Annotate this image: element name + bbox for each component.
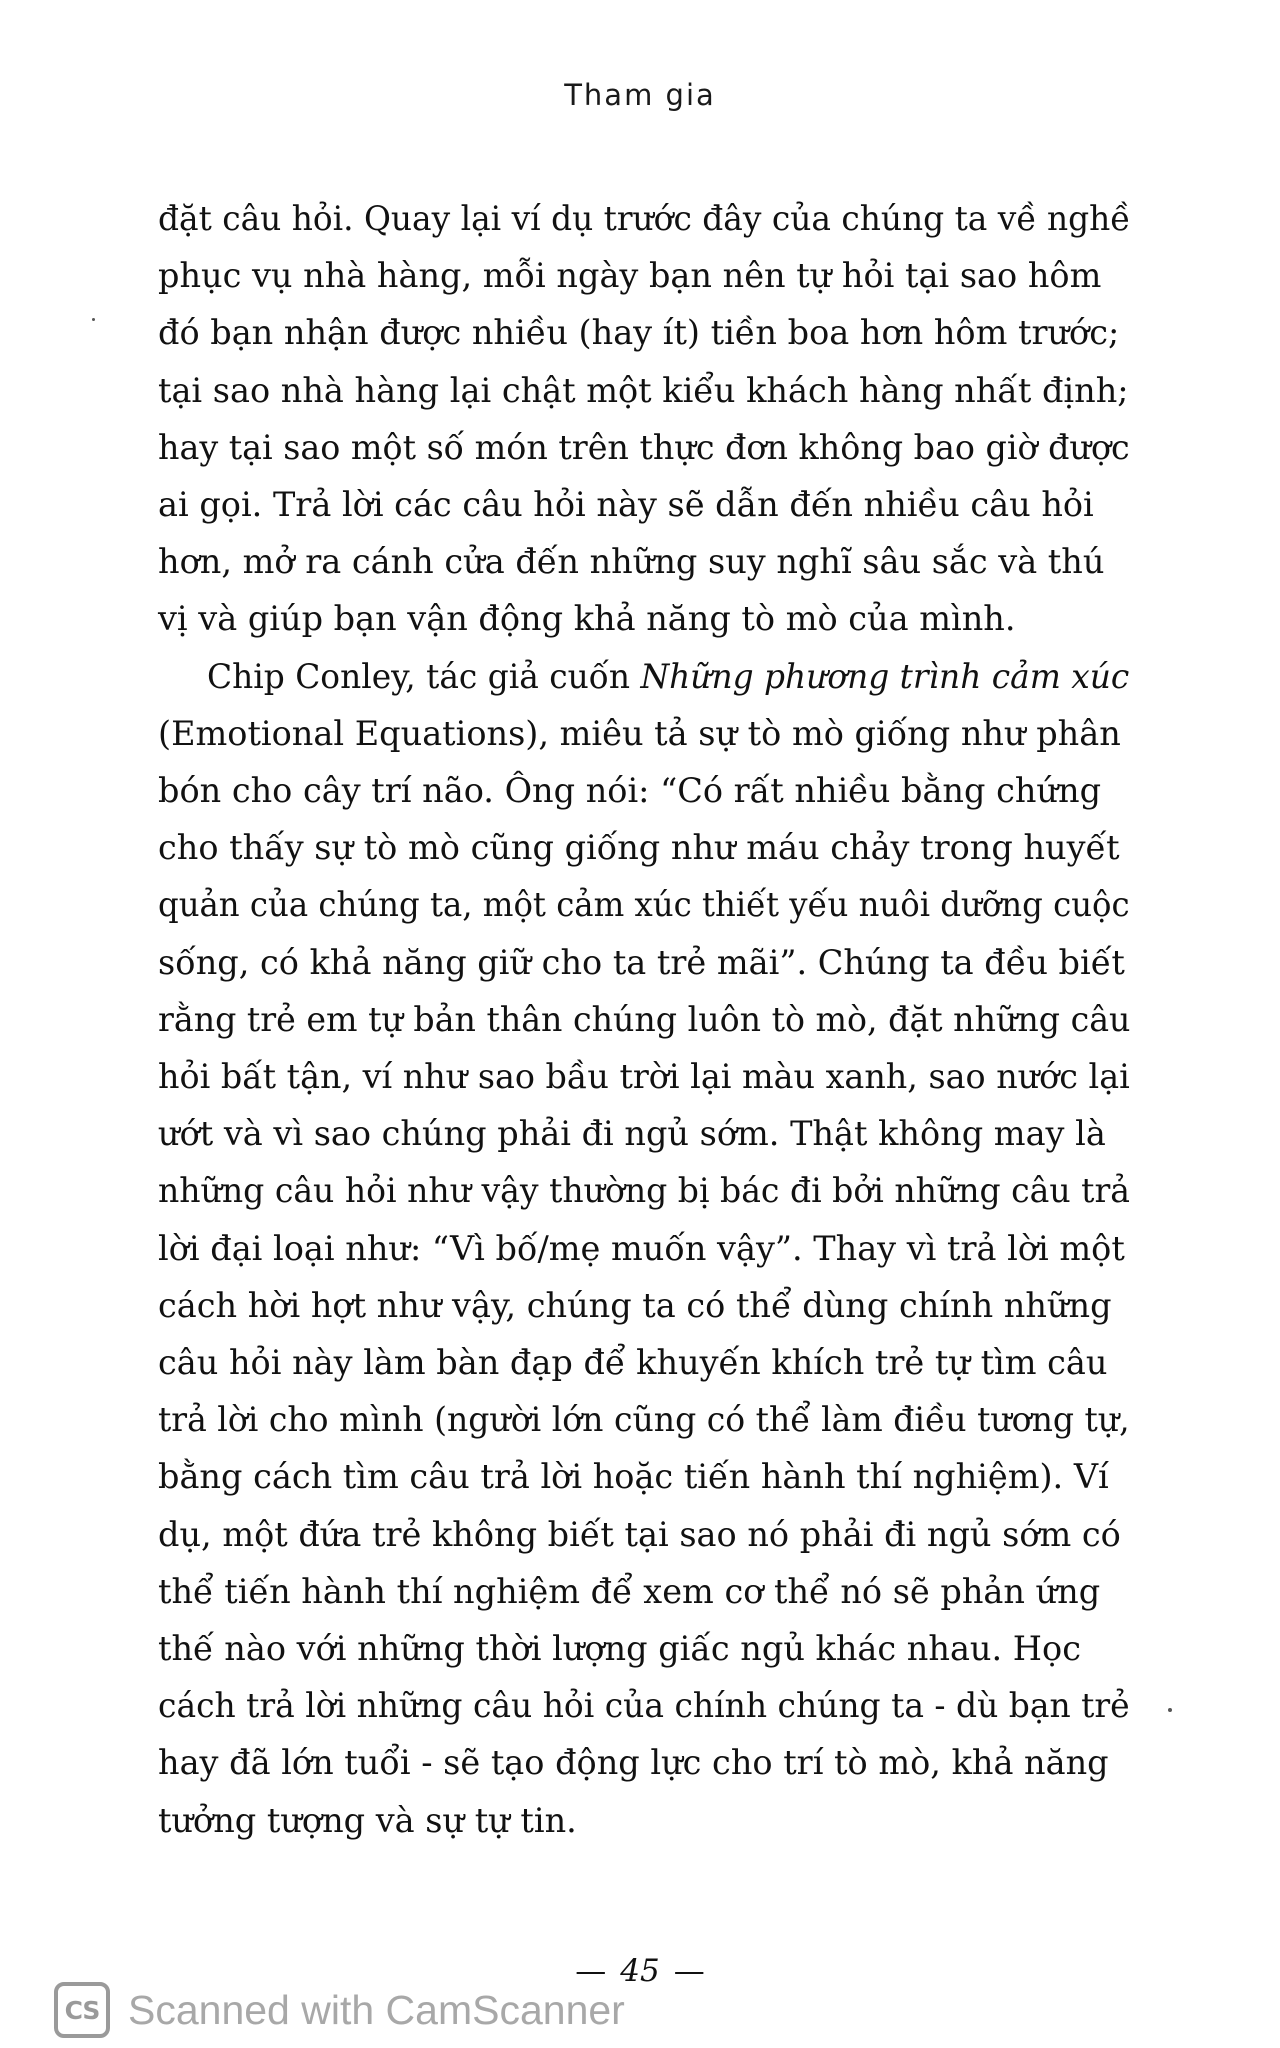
text-line: (Emotional Equations), miêu tả sự tò mò giống như phân <box>158 713 1121 753</box>
text-line: trả lời cho mình (người lớn cũng có thể làm điều tương tự, <box>158 1400 1130 1440</box>
body-text <box>158 190 1130 1849</box>
text-line: thế nào với những thời lượng giấc ngủ khác nhau. Học <box>158 1629 1081 1669</box>
text-line: ướt và vì sao chúng phải đi ngủ sớm. Thật không may là <box>158 1114 1106 1154</box>
text-line: bằng cách tìm câu trả lời hoặc tiến hành thí nghiệm). Ví <box>158 1457 1109 1497</box>
text-line: tưởng tượng và sự tự tin. <box>158 1800 577 1840</box>
text-line: hỏi bất tận, ví như sao bầu trời lại màu xanh, sao nước lại <box>158 1057 1130 1097</box>
text-line: hơn, mở ra cánh cửa đến những suy nghĩ sâu sắc và thú <box>158 542 1105 582</box>
text-line: lời đại loại như: “Vì bố/mẹ muốn vậy”. Thay vì trả lời một <box>158 1228 1125 1268</box>
text-line: sống, có khả năng giữ cho ta trẻ mãi”. Chúng ta đều biết <box>158 942 1125 982</box>
text-line: câu hỏi này làm bàn đạp để khuyến khích trẻ tự tìm câu <box>158 1343 1108 1383</box>
text-line: tại sao nhà hàng lại chật một kiểu khách hàng nhất định; <box>158 370 1129 410</box>
dash-right: — <box>673 1953 705 1989</box>
text-line: vị và giúp bạn vận động khả năng tò mò của mình. <box>158 599 1016 639</box>
scan-speck <box>92 318 95 321</box>
running-header: Tham gia <box>564 78 716 112</box>
watermark-text: Scanned with CamScanner <box>128 1986 625 2033</box>
dash-left: — <box>575 1953 607 1989</box>
text-line: thể tiến hành thí nghiệm để xem cơ thể nó sẽ phản ứng <box>158 1571 1101 1611</box>
text-line: đó bạn nhận được nhiều (hay ít) tiền boa hơn hôm trước; <box>158 313 1120 353</box>
text-line: những câu hỏi như vậy thường bị bác đi bởi những câu trả <box>158 1171 1130 1211</box>
text-run: Chip Conley, tác giả cuốn <box>206 656 641 696</box>
book-title-italic: Những phương trình cảm xúc <box>640 656 1130 696</box>
text-line: hay đã lớn tuổi - sẽ tạo động lực cho trí tò mò, khả năng <box>158 1743 1109 1783</box>
text-line: bón cho cây trí não. Ông nói: “Có rất nhiều bằng chứng <box>158 771 1102 811</box>
camscanner-logo-icon: CS <box>54 1982 110 2038</box>
text-line-first <box>158 648 1130 705</box>
text-line: quản của chúng ta, một cảm xúc thiết yếu nuôi dưỡng cuộc <box>158 885 1130 925</box>
paragraph-1 <box>158 190 1130 648</box>
text-line: hay tại sao một số món trên thực đơn không bao giờ được <box>158 427 1130 467</box>
text-line: đặt câu hỏi. Quay lại ví dụ trước đây của chúng ta về nghề <box>158 199 1131 238</box>
paragraph-2 <box>158 648 1130 1849</box>
scan-speck <box>1168 1708 1172 1712</box>
text-line: dụ, một đứa trẻ không biết tại sao nó phải đi ngủ sớm có <box>158 1514 1121 1554</box>
page-number-value: 45 <box>620 1953 660 1989</box>
text-line: rằng trẻ em tự bản thân chúng luôn tò mò, đặt những câu <box>158 999 1131 1039</box>
text-line: cách trả lời những câu hỏi của chính chúng ta - dù bạn trẻ <box>158 1686 1130 1726</box>
text-line: cho thấy sự tò mò cũng giống như máu chảy trong huyết <box>158 828 1120 868</box>
text-line: phục vụ nhà hàng, mỗi ngày bạn nên tự hỏi tại sao hôm <box>158 256 1102 296</box>
camscanner-watermark <box>54 1978 625 2042</box>
text-line: cách hời hợt như vậy, chúng ta có thể dùng chính những <box>158 1285 1112 1325</box>
text-line: ai gọi. Trả lời các câu hỏi này sẽ dẫn đến nhiều câu hỏi <box>158 485 1094 525</box>
